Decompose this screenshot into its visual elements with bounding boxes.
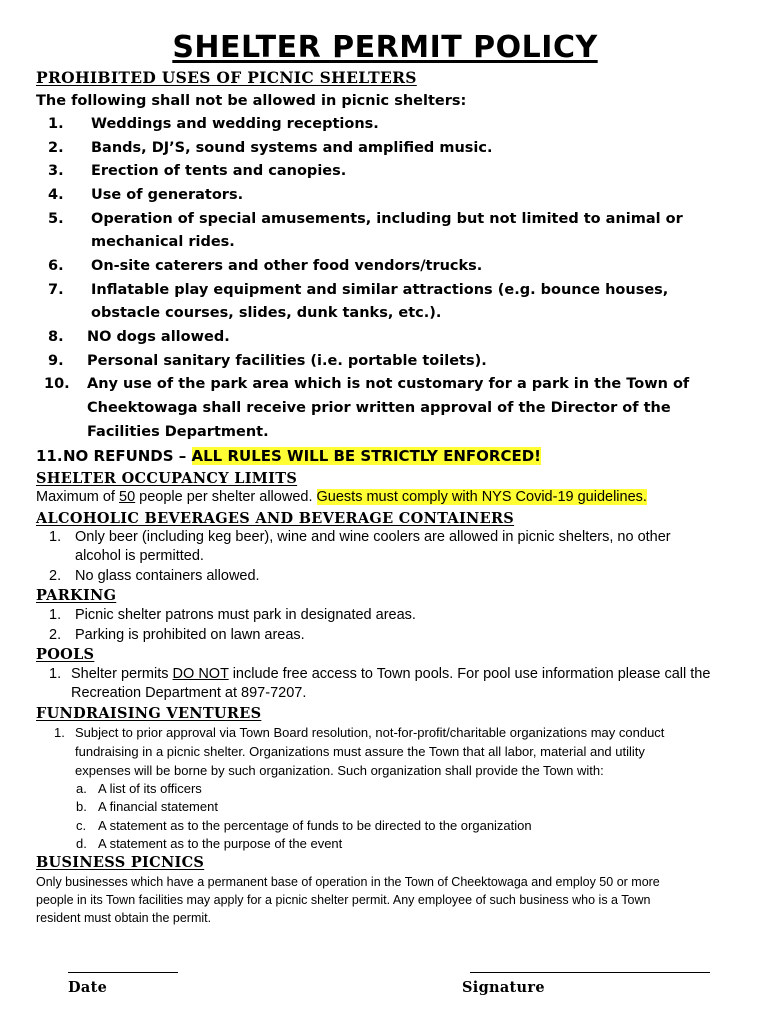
list-item-continuation: Facilities Department. [87,424,269,440]
list-item [71,666,710,682]
list-item: Erection of tents and canopies. [91,163,347,179]
list-item: Subject to prior approval via Town Board resolution, not-for-profit/charitable organizations may conduct [75,725,665,740]
list-number: 2. [49,568,62,584]
list-item: Operation of special amusements, including but not limited to animal or [91,211,683,227]
list-number: 11. [36,447,63,465]
sub-letter: a. [76,781,87,796]
list-number: 10. [44,376,70,392]
signature-line [470,962,710,973]
sub-item: A statement as to the percentage of funds to be directed to the organization [98,818,532,833]
list-number: 8. [48,329,64,345]
list-item: Personal sanitary facilities (i.e. portable toilets). [87,353,487,369]
list-number: 2. [49,627,62,643]
sub-item: A financial statement [98,799,218,814]
list-item: Any use of the park area which is not customary for a park in the Town of [87,376,690,392]
list-number: 5. [48,211,64,227]
list-item: Parking is prohibited on lawn areas. [75,627,305,643]
list-number: 4. [48,187,64,203]
document-title: SHELTER PERMIT POLICY [172,30,598,65]
business-text-line: resident must obtain the permit. [36,911,212,925]
signature-label: Signature [462,979,545,996]
occupancy-number: 50 [119,489,136,505]
list-item: Use of generators. [91,187,244,203]
list-item-continuation: alcohol is permitted. [75,548,204,564]
list-item-continuation: obstacle courses, slides, dunk tanks, etc.). [91,305,442,321]
pools-pre: Shelter permits [71,666,173,682]
fundraising-heading: FUNDRAISING VENTURES [36,705,262,722]
list-item-continuation: Recreation Department at 897-7207. [71,685,307,701]
covid-guidelines-highlight: Guests must comply with NYS Covid-19 guidelines. [316,489,647,505]
occupancy-pre: Maximum of [36,489,119,505]
list-number: 7. [48,282,64,298]
sub-letter: b. [76,799,87,814]
no-refunds-text: NO REFUNDS – [63,447,187,465]
list-item: NO dogs allowed. [87,329,230,345]
list-number: 1. [54,725,65,740]
list-number: 1. [48,116,64,132]
date-label: Date [68,979,108,996]
list-number: 1. [49,607,62,623]
list-number: 1. [49,666,62,682]
sub-item: A statement as to the purpose of the event [98,836,343,851]
sub-letter: c. [76,818,87,833]
list-item-continuation: mechanical rides. [91,234,235,250]
business-picnics-heading: BUSINESS PICNICS [36,854,205,871]
pools-post: include free access to Town pools. For pool use information please call the [228,666,711,682]
sub-item: A list of its officers [98,781,202,796]
prohibited-uses-heading: PROHIBITED USES OF PICNIC SHELTERS [36,68,417,87]
list-item: No glass containers allowed. [75,568,260,584]
date-line [68,962,178,973]
list-item [63,447,541,465]
parking-heading: PARKING [36,587,117,604]
list-item: Weddings and wedding receptions. [91,116,379,132]
list-item: Inflatable play equipment and similar attractions (e.g. bounce houses, [91,282,669,298]
business-text-line: people in its Town facilities may apply for a picnic shelter permit. Any employee of such business who is a Town [36,893,651,907]
occupancy-post: people per shelter allowed. [135,489,317,505]
list-item-continuation: expenses will be borne by such organization. Such organization shall provide the Town with: [75,763,604,778]
list-number: 2. [48,140,64,156]
sub-letter: d. [76,836,87,851]
pools-emphasis: DO NOT [172,666,229,682]
enforcement-highlight: ALL RULES WILL BE STRICTLY ENFORCED! [191,447,541,465]
list-item-continuation: Cheektowaga shall receive prior written approval of the Director of the [87,400,671,416]
business-text-line: Only businesses which have a permanent base of operation in the Town of Cheektowaga and employ 50 or more [36,875,660,889]
prohibited-intro: The following shall not be allowed in picnic shelters: [36,93,467,109]
list-item: On-site caterers and other food vendors/trucks. [91,258,483,274]
pools-heading: POOLS [36,646,95,663]
list-number: 1. [49,529,62,545]
list-item-continuation: fundraising in a picnic shelter. Organizations must assure the Town that all labor, material and utility [75,744,645,759]
list-number: 9. [48,353,64,369]
list-number: 6. [48,258,64,274]
list-item: Picnic shelter patrons must park in designated areas. [75,607,416,623]
occupancy-text [36,489,647,505]
list-item: Bands, DJ’S, sound systems and amplified music. [91,140,493,156]
list-item: Only beer (including keg beer), wine and wine coolers are allowed in picnic shelters, no other [75,529,671,545]
alcohol-heading: ALCOHOLIC BEVERAGES AND BEVERAGE CONTAINERS [36,510,515,527]
list-number: 3. [48,163,64,179]
occupancy-heading: SHELTER OCCUPANCY LIMITS [36,470,298,487]
